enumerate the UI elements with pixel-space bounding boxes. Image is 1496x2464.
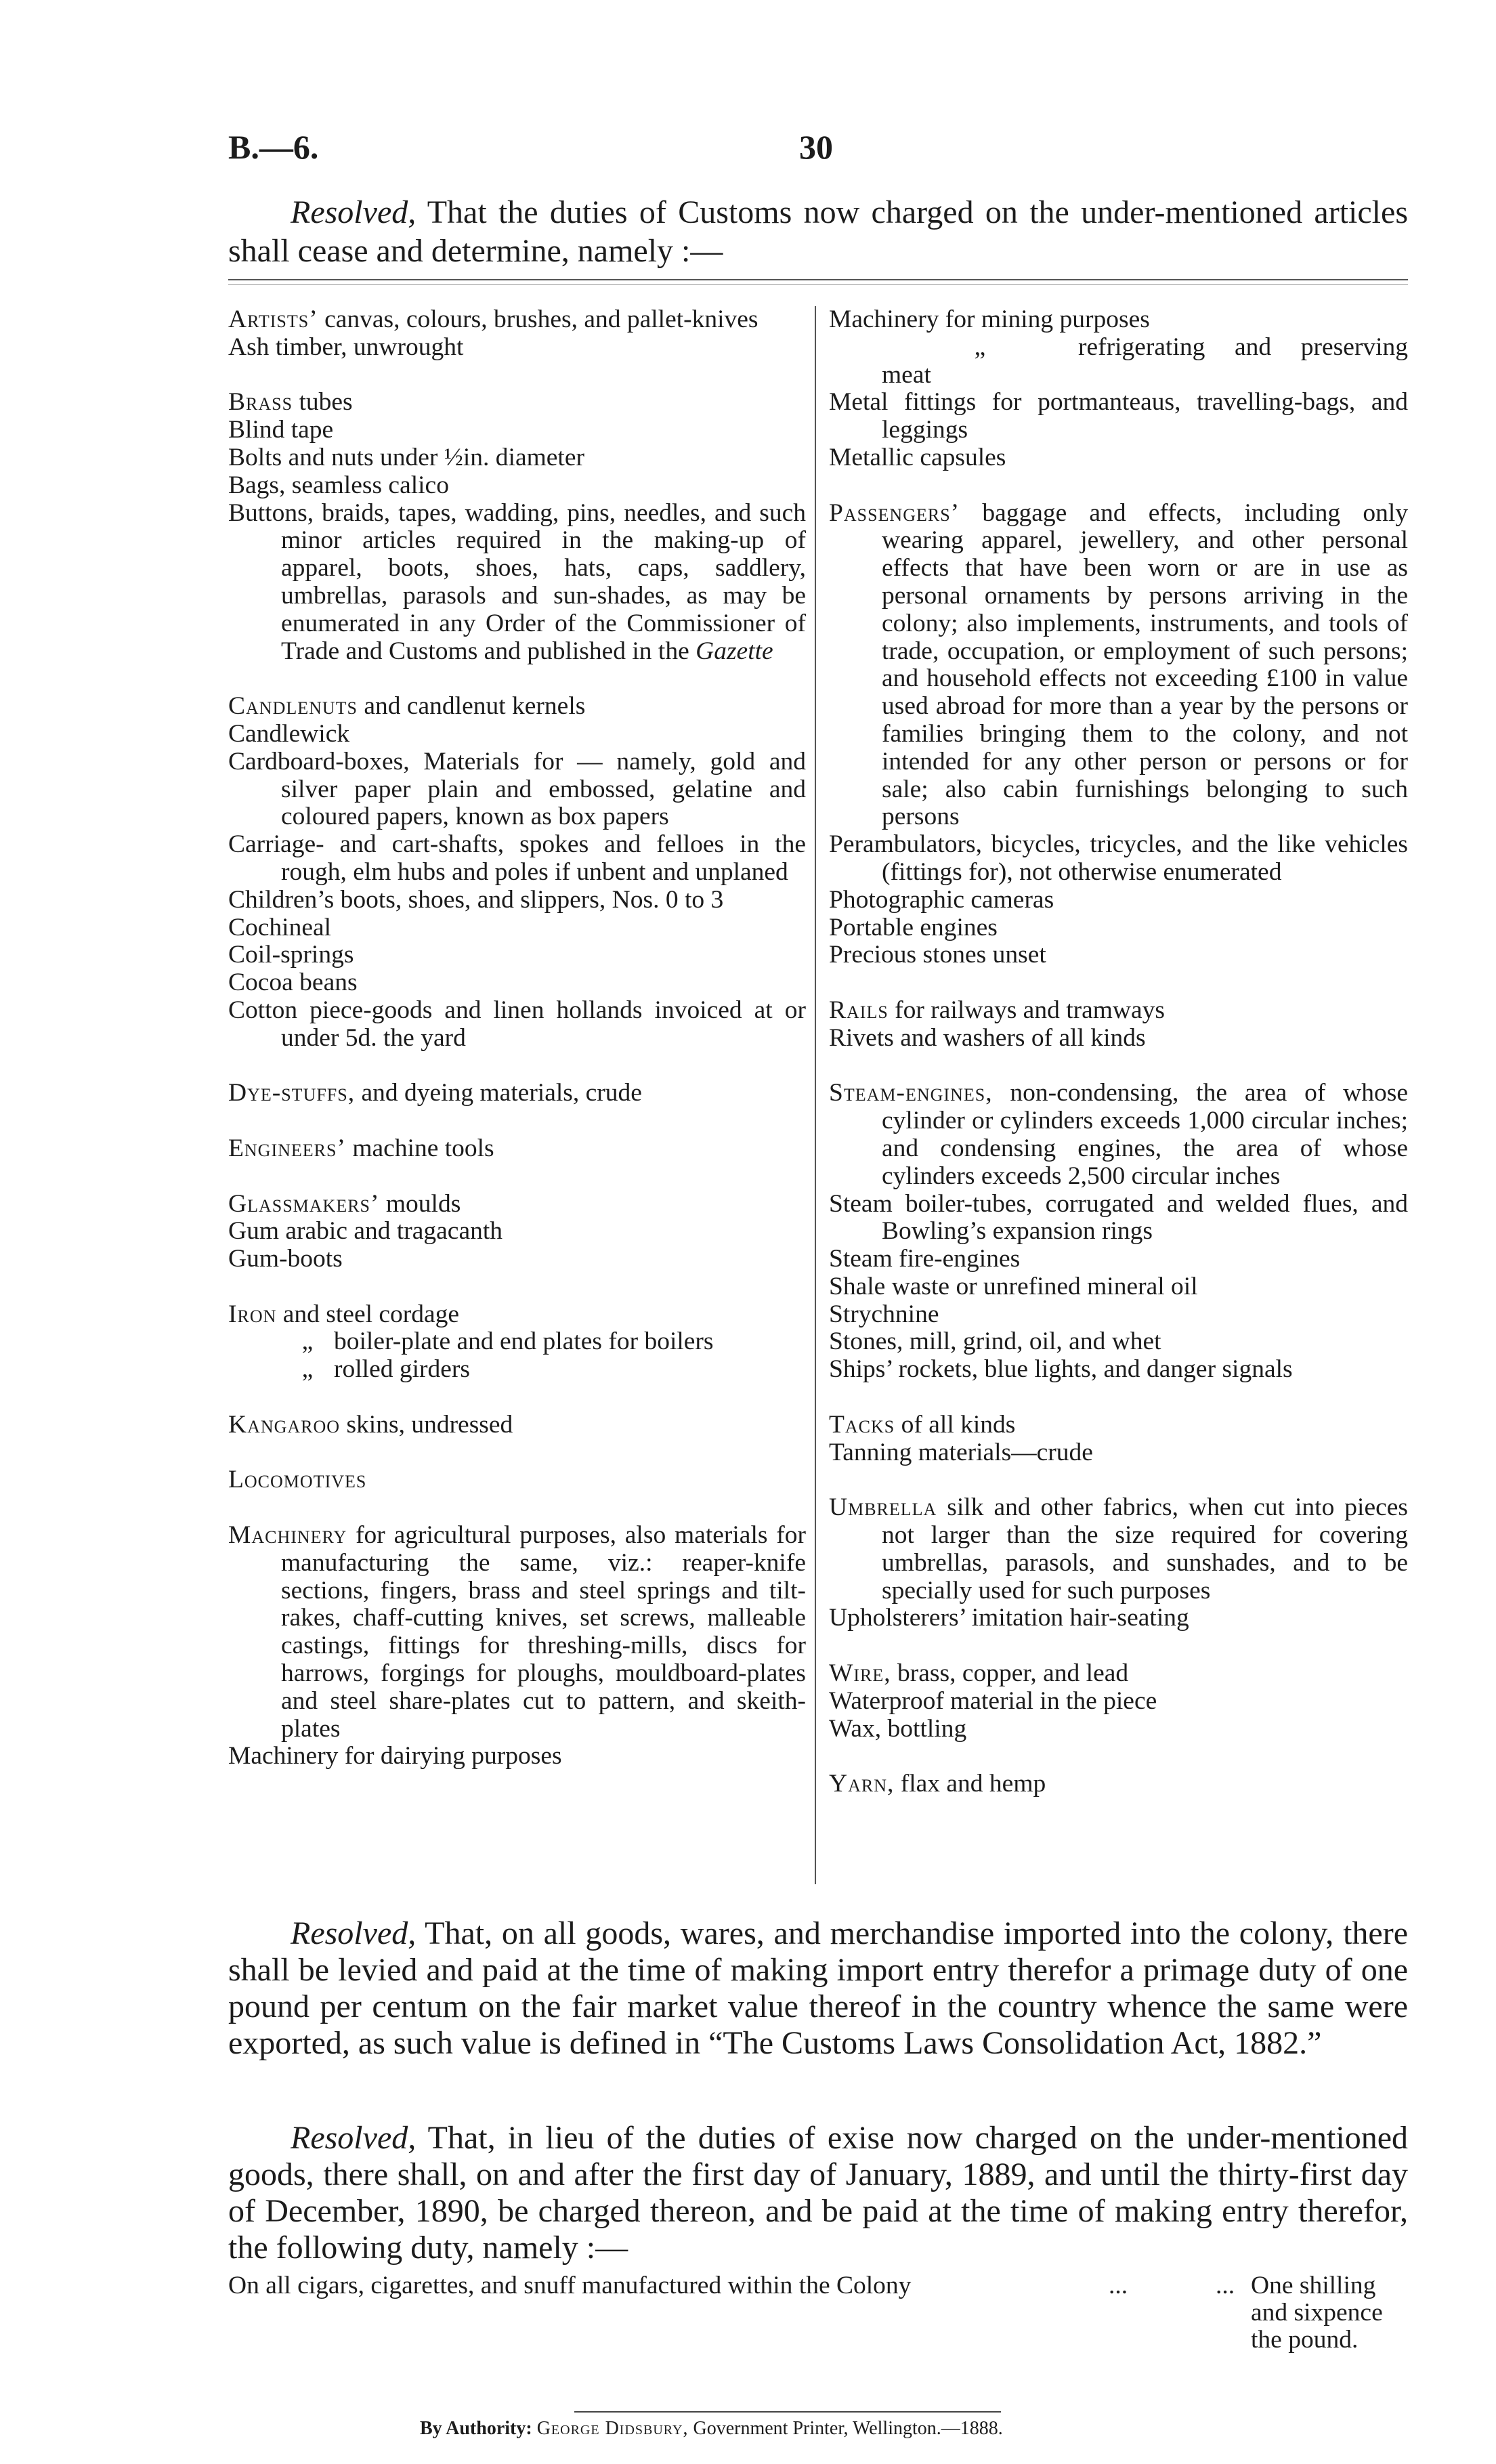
- list-item: [228, 1301, 806, 1329]
- intro-text: That the duties of Customs now charged on the under-mentioned articles shall cease and determine, namely :—: [228, 194, 1408, 269]
- list-item: [829, 1301, 1408, 1329]
- item-text: refrigerating and preserving meat: [882, 333, 1408, 389]
- item-text: Shale waste or unrefined mineral oil: [829, 1272, 1198, 1300]
- item-head: Locomotives: [228, 1466, 367, 1494]
- item-text: Wax, bottling: [829, 1714, 967, 1743]
- list-item: [829, 1770, 1408, 1798]
- item-text: Metallic capsules: [829, 443, 1006, 471]
- primage-text: That, on all goods, wares, and merchandise imported into the colony, there shall be levied and paid at the time of making import entry therefor a primage duty of one pound per centum on the fair market value thereof in the country whence the same were exported, as such value is defined in “The Customs Laws Consolidation Act, 1882.”: [228, 1915, 1408, 2061]
- item-text: Buttons, braids, tapes, wadding, pins, needles, and such minor articles required in the making-up of apparel, boots, shoes, hats, caps, saddlery, umbrellas, parasols and sun-shades, as may be enumerated in any Order of the Commissioner of Trade and Customs and published in the: [228, 498, 806, 665]
- item-text: Stones, mill, grind, oil, and whet: [829, 1327, 1161, 1356]
- item-head: Artists’: [228, 305, 318, 333]
- list-item: [829, 887, 1408, 914]
- item-text: Bags, seamless calico: [228, 471, 449, 499]
- list-item: [228, 1743, 806, 1770]
- left-column-list: [228, 306, 806, 1770]
- list-item: [228, 1135, 806, 1163]
- item-text: Bolts and nuts under ½in. diameter: [228, 443, 584, 471]
- list-item: [829, 500, 1408, 832]
- list-item: [228, 831, 806, 887]
- item-text: tubes: [293, 388, 353, 417]
- list-item: [228, 1218, 806, 1246]
- item-text: silk and other fabrics, when cut into pieces not larger than the size required for covering umbrellas, parasols, and sunshades, and to be specially used for such purposes: [882, 1493, 1408, 1605]
- list-item: [829, 389, 1408, 444]
- item-head: Passengers’: [829, 498, 960, 527]
- item-text: flax and hemp: [894, 1770, 1046, 1798]
- list-item: [829, 1494, 1408, 1605]
- item-text: machine tools: [345, 1134, 494, 1162]
- list-item: [228, 941, 806, 969]
- imprint: [420, 2418, 1003, 2440]
- resolved-word: Resolved,: [291, 194, 416, 230]
- item-text: for railways and tramways: [888, 996, 1165, 1024]
- item-italic: Gazette: [696, 637, 773, 665]
- list-item: [228, 500, 806, 666]
- item-text: Waterproof material in the piece: [829, 1686, 1157, 1715]
- column-divider: [815, 306, 816, 1884]
- list-item: [228, 1522, 806, 1743]
- excise-text: That, in lieu of the duties of exise now charged on the under-mentioned goods, there shall, on and after the first day of January, 1889, and until the thirty-first day of December, 1890, be charged thereon, and be paid at the time of making entry therefor, the following duty, namely :—: [228, 2120, 1408, 2266]
- item-text: Coil-springs: [228, 941, 354, 969]
- excise-resolution: [228, 2120, 1408, 2266]
- list-item: [829, 1411, 1408, 1439]
- list-item: [228, 748, 806, 831]
- footer-rule: [574, 2411, 1001, 2413]
- item-text: Cochineal: [228, 913, 332, 941]
- list-item: [829, 1356, 1408, 1384]
- item-text: Gum arabic and tragacanth: [228, 1217, 503, 1246]
- list-item: [228, 1191, 806, 1218]
- list-item: [829, 1605, 1408, 1632]
- list-item: [228, 1246, 806, 1273]
- item-text: Children’s boots, shoes, and slippers, Nos. 0 to 3: [228, 885, 724, 914]
- intro-resolution: [228, 193, 1408, 270]
- item-text: skins, undressed: [340, 1410, 513, 1439]
- item-text: Steam fire-engines: [829, 1245, 1021, 1273]
- ditto-mark: „: [301, 1355, 314, 1384]
- list-item: [829, 1025, 1408, 1053]
- item-text: Perambulators, bicycles, tricycles, and the like vehicles (fittings for), not otherwise enumerated: [829, 830, 1408, 886]
- item-text: Machinery for mining purposes: [829, 305, 1150, 333]
- leader-dots: ...: [1216, 2272, 1235, 2299]
- list-item: [228, 887, 806, 914]
- item-text: Upholsterers’ imitation hair-seating: [829, 1604, 1189, 1632]
- item-head: Wire,: [829, 1659, 891, 1688]
- list-item: [829, 1273, 1408, 1301]
- list-item: [829, 831, 1408, 887]
- item-text: moulds: [379, 1189, 461, 1218]
- item-text: and steel cordage: [276, 1300, 460, 1328]
- list-item: [829, 1439, 1408, 1467]
- resolved-word: Resolved,: [291, 2120, 416, 2156]
- paper-reference: B.—6.: [228, 128, 319, 166]
- list-item: [829, 1660, 1408, 1688]
- item-text: Carriage- and cart-shafts, spokes and felloes in the rough, elm hubs and poles if unbent and unplaned: [228, 830, 806, 886]
- list-item: [228, 693, 806, 721]
- item-text: and dyeing materials, crude: [355, 1079, 642, 1107]
- item-text: Rivets and washers of all kinds: [829, 1023, 1146, 1052]
- item-text: Cardboard-boxes, Materials for — namely, gold and silver paper plain and embossed, gelatine and coloured papers, known as box papers: [228, 747, 806, 831]
- item-text: Cotton piece-goods and linen hollands invoiced at or under 5d. the yard: [228, 996, 806, 1052]
- table-top-rule-thin: [228, 284, 1408, 285]
- imprint-label: By Authority:: [420, 2418, 532, 2439]
- primage-resolution: [228, 1915, 1408, 2062]
- item-head: Kangaroo: [228, 1410, 341, 1439]
- list-item: [829, 1191, 1408, 1246]
- item-head: Yarn,: [829, 1770, 895, 1798]
- list-item: [829, 1080, 1408, 1190]
- list-item: [228, 389, 806, 417]
- item-head: Candlenuts: [228, 692, 358, 721]
- list-item: [829, 306, 1408, 334]
- item-text: Blind tape: [228, 416, 334, 444]
- list-item: [228, 997, 806, 1053]
- item-text: Precious stones unset: [829, 941, 1046, 969]
- item-text: boiler-plate and end plates for boilers: [334, 1327, 714, 1356]
- item-text: Ash timber, unwrought: [228, 333, 464, 361]
- list-item: [829, 444, 1408, 472]
- leader-dots: ...: [1109, 2272, 1128, 2299]
- list-item: [228, 334, 806, 362]
- resolved-word: Resolved,: [291, 1915, 416, 1951]
- list-item: [228, 444, 806, 472]
- table-top-rule: [228, 279, 1408, 280]
- item-text: rolled girders: [334, 1355, 470, 1384]
- list-item: [228, 1080, 806, 1107]
- item-text: Metal fittings for portmanteaus, travelling-bags, and leggings: [829, 388, 1408, 444]
- list-item: [228, 1356, 806, 1384]
- list-item: [829, 941, 1408, 969]
- page-number: 30: [799, 128, 833, 166]
- item-head: Rails: [829, 996, 889, 1024]
- item-text: Ships’ rockets, blue lights, and danger signals: [829, 1355, 1293, 1384]
- item-text: Strychnine: [829, 1300, 939, 1328]
- item-head: Machinery: [228, 1521, 347, 1550]
- item-text: non-condensing, the area of whose cylinder or cylinders exceeds 1,000 circular inches; and condensing engines, the area of whose cylinders exceeds 2,500 circular inches: [882, 1079, 1408, 1190]
- ditto-mark: „: [974, 333, 986, 361]
- ditto-mark: „: [301, 1327, 314, 1356]
- list-item: [228, 721, 806, 748]
- item-text: Steam boiler-tubes, corrugated and welded flues, and Bowling’s expansion rings: [829, 1189, 1408, 1246]
- item-text: baggage and effects, including only wearing apparel, jewellery, and other personal effects that have been worn or are in use as personal ornaments by persons arriving in the colony; also implements, instruments, and tools of trade, occupation, or employment of such persons; and household effects not exceeding £100 in value used abroad for more than a year by the persons or families bringing them to the colony, and not intended for any other person or persons or for sale; also cabin furnishings belonging to such persons: [882, 498, 1408, 831]
- item-text: Gum-boots: [228, 1245, 343, 1273]
- item-text: for agricultural purposes, also materials for manufacturing the same, viz.: reaper-knife sections, fingers, brass and steel springs and tilt-rakes, chaff-cutting knives, set screws, malleable castings, fittings for threshing-mills, discs for harrows, forgings for ploughs, mouldboard-plates and steel share-plates cut to pattern, and skeith-plates: [281, 1521, 806, 1743]
- list-item: [228, 306, 806, 334]
- item-text: Portable engines: [829, 913, 998, 941]
- list-item: [829, 1688, 1408, 1716]
- list-item: [228, 914, 806, 942]
- item-text: Tanning materials—crude: [829, 1438, 1093, 1466]
- item-text: Cocoa beans: [228, 969, 358, 997]
- list-item: [829, 334, 1408, 389]
- list-item: [829, 1328, 1408, 1356]
- list-item: [829, 1716, 1408, 1743]
- item-text: Machinery for dairying purposes: [228, 1742, 562, 1770]
- list-item: [829, 1246, 1408, 1273]
- item-head: Tacks: [829, 1410, 895, 1439]
- item-text: and candlenut kernels: [358, 692, 586, 721]
- item-head: Brass: [228, 388, 293, 417]
- duty-rate: One shilling and sixpence the pound.: [1251, 2272, 1383, 2354]
- item-text: Candlewick: [228, 719, 350, 748]
- list-item: [228, 472, 806, 500]
- list-item: [829, 997, 1408, 1025]
- list-item: [228, 1466, 806, 1494]
- item-text: brass, copper, and lead: [891, 1659, 1129, 1688]
- item-head: Glassmakers’: [228, 1189, 380, 1218]
- item-text: of all kinds: [895, 1410, 1016, 1439]
- item-head: Umbrella: [829, 1493, 937, 1522]
- item-head: Iron: [228, 1300, 277, 1328]
- right-column-list: [829, 306, 1408, 1798]
- list-item: [228, 417, 806, 444]
- item-head: Dye-stuffs,: [228, 1079, 356, 1107]
- duty-item: On all cigars, cigarettes, and snuff manufactured within the Colony: [228, 2272, 912, 2299]
- item-text: Photographic cameras: [829, 885, 1054, 914]
- item-head: Engineers’: [228, 1134, 346, 1162]
- list-item: [228, 969, 806, 997]
- list-item: [228, 1328, 806, 1356]
- imprint-printer: George Didsbury,: [536, 2418, 689, 2439]
- list-item: [829, 914, 1408, 942]
- item-text: canvas, colours, brushes, and pallet-knives: [318, 305, 758, 333]
- list-item: [228, 1411, 806, 1439]
- item-head: Steam-engines,: [829, 1079, 993, 1107]
- imprint-rest: Government Printer, Wellington.—1888.: [688, 2418, 1003, 2439]
